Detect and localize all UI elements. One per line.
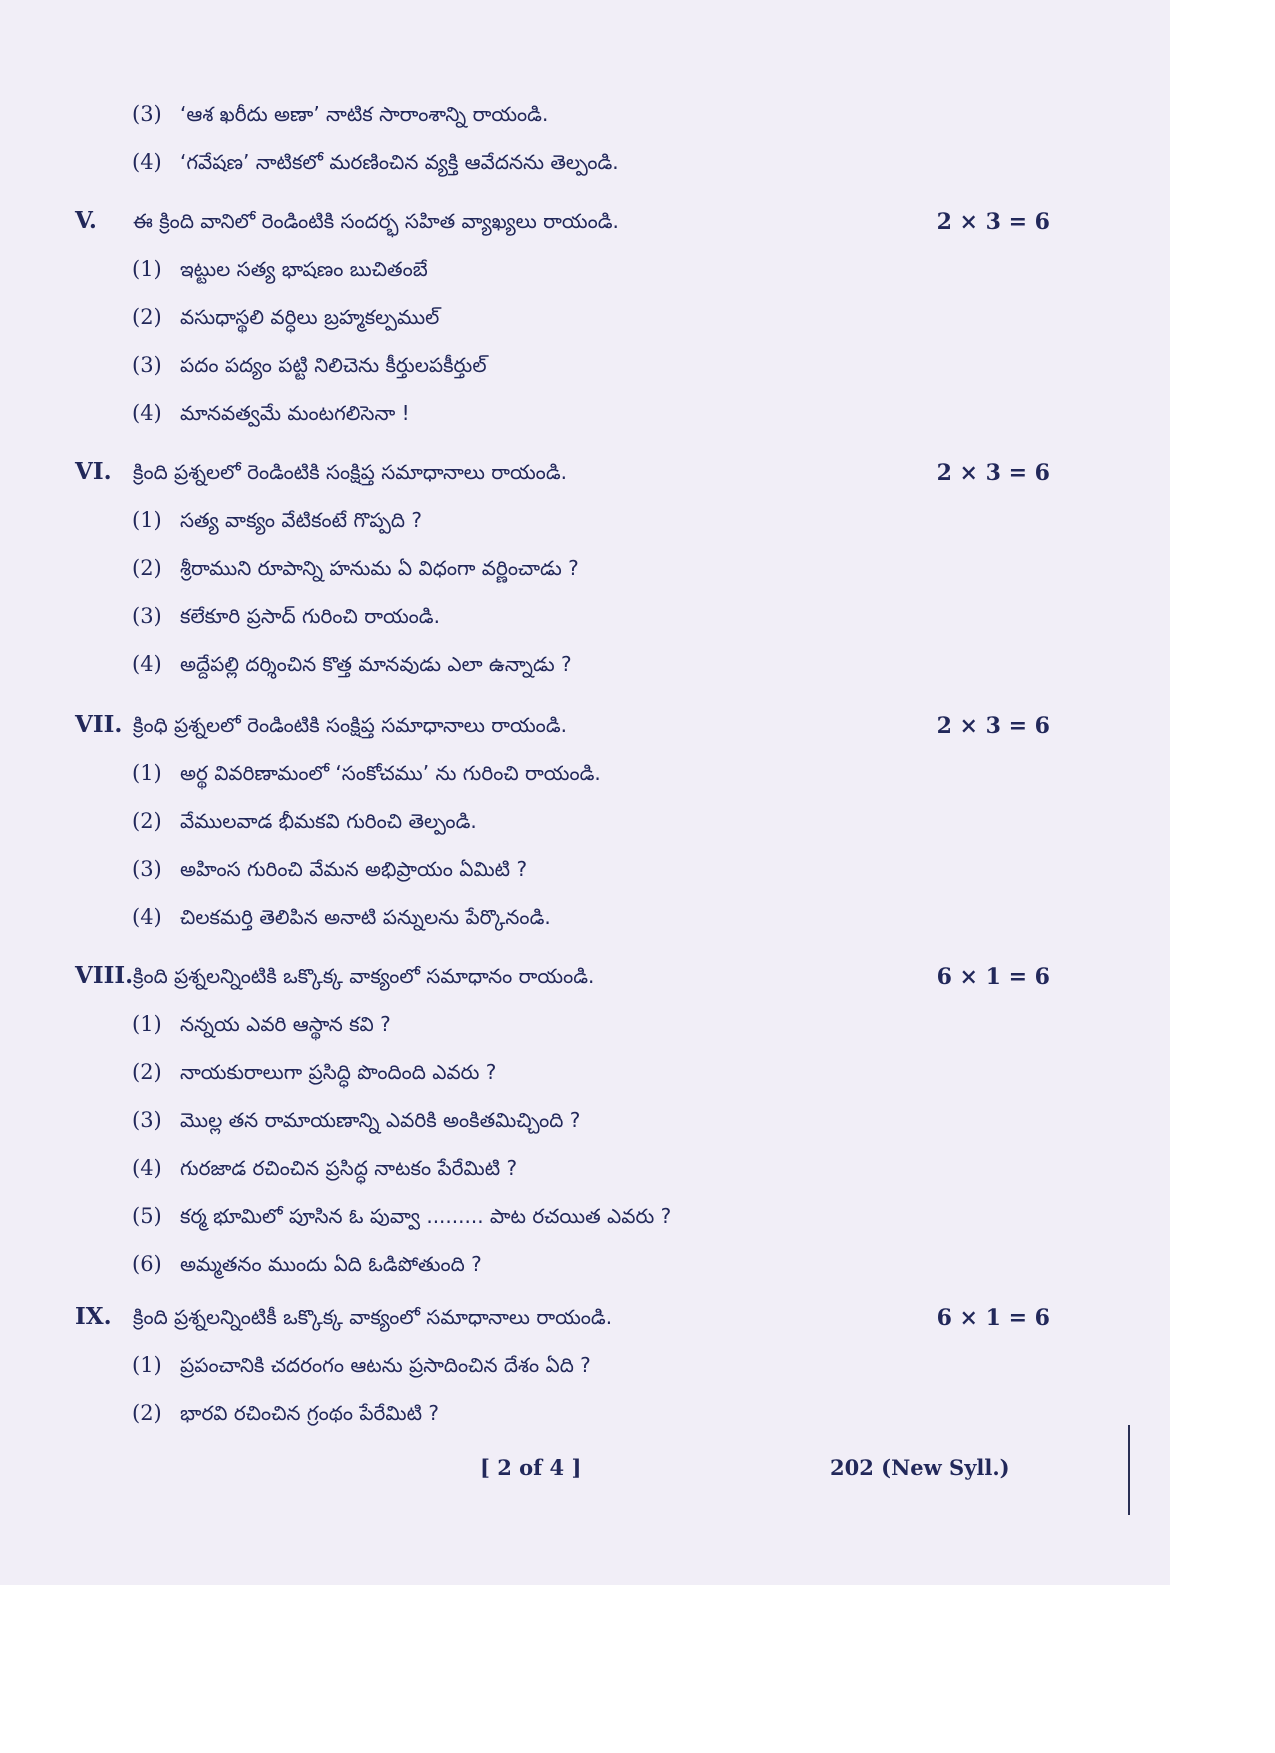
sub-question [132, 401, 410, 430]
sub-question-number: (1) [132, 761, 162, 785]
sub-question [132, 652, 572, 681]
question-marks: 2 × 3 = 6 [936, 209, 1050, 235]
sub-question-text: గురజాడ రచించిన ప్రసిద్ధ నాటకం పేరేమిటి ? [180, 1156, 518, 1180]
sub-question [132, 761, 601, 790]
sub-question-number: (2) [132, 556, 162, 580]
sub-question [132, 1401, 439, 1430]
sub-question [132, 353, 487, 382]
sub-question-number: (3) [132, 1108, 162, 1132]
question-number: VI. [75, 458, 112, 485]
paper-code: 202 (New Syll.) [830, 1455, 1010, 1480]
sub-question [132, 508, 422, 537]
question-number: V. [75, 207, 97, 234]
sub-question-text: అహింస గురించి వేమన అభిప్రాయం ఏమిటి ? [180, 857, 528, 881]
sub-question-text: శ్రీరాముని రూపాన్ని హనుమ ఏ విధంగా వర్ణించాడు ? [180, 556, 579, 580]
sub-question-text: అర్థ వివరిణామంలో ‘సంకోచము’ ను గురించి రాయండి. [180, 761, 601, 785]
question-heading [75, 711, 1050, 745]
sub-question-text: చిలకమర్తి తెలిపిన అనాటి పన్నులను పేర్కొనండి. [180, 905, 551, 929]
sub-question-text: ఇట్టుల సత్య భాషణం బుచితంబే [180, 257, 428, 281]
sub-question-number: (1) [132, 257, 162, 281]
sub-question-text: పదం పద్యం పట్టి నిలిచెను కీర్తులపకీర్తుల్ [180, 353, 487, 377]
sub-question-number: (2) [132, 1060, 162, 1084]
question-instruction: క్రింధి ప్రశ్నలలో రెండింటికి సంక్షిప్త సమాధానాలు రాయండి. [133, 713, 567, 737]
question-heading [75, 1303, 1050, 1337]
sub-question-number: (4) [132, 652, 162, 676]
sub-question-number: (4) [132, 905, 162, 929]
question-marks: 2 × 3 = 6 [936, 713, 1050, 739]
sub-question [132, 809, 477, 838]
question-instruction: క్రింది ప్రశ్నలలో రెండింటికి సంక్షిప్త సమాధానాలు రాయండి. [133, 460, 567, 484]
page-number: [ 2 of 4 ] [480, 1455, 582, 1480]
margin-mark [1128, 1425, 1130, 1515]
sub-question [132, 1060, 496, 1089]
sub-question-number: (2) [132, 1401, 162, 1425]
sub-question-number: (4) [132, 401, 162, 425]
sub-question [132, 857, 527, 886]
sub-question-text: మొల్ల తన రామాయణాన్ని ఎవరికి అంకితమిచ్చింది ? [180, 1108, 581, 1132]
sub-question-text: కలేకూరి ప్రసాద్ గురించి రాయండి. [180, 604, 440, 628]
question-number: IX. [75, 1303, 112, 1330]
sub-question-text: భారవి రచించిన గ్రంథం పేరేమిటి ? [180, 1401, 439, 1425]
sub-question-text: ‘గవేషణ’ నాటికలో మరణించిన వ్యక్తి ఆవేదనను తెల్పండి. [180, 150, 619, 174]
question-marks: 6 × 1 = 6 [936, 1305, 1050, 1331]
sub-question [132, 1252, 482, 1281]
sub-question-text: కర్మ భూమిలో పూసిన ఓ పువ్వా ......... పాట రచయిత ఎవరు ? [180, 1204, 672, 1228]
sub-question-number: (3) [132, 102, 162, 126]
sub-question-number: (5) [132, 1204, 162, 1228]
sub-question-text: అమ్మతనం ముందు ఏది ఓడిపోతుంది ? [180, 1252, 482, 1276]
sub-question-text: ప్రపంచానికి చదరంగం ఆటను ప్రసాదించిన దేశం ఏది ? [180, 1353, 591, 1377]
sub-question-number: (1) [132, 1012, 162, 1036]
sub-question [132, 1353, 591, 1382]
sub-question [132, 305, 439, 334]
question-marks: 6 × 1 = 6 [936, 964, 1050, 990]
sub-question-number: (4) [132, 1156, 162, 1180]
sub-question-text: నాయకురాలుగా ప్రసిద్ధి పొందింది ఎవరు ? [180, 1060, 497, 1084]
sub-question [132, 604, 440, 633]
sub-question-text: మానవత్వమే మంటగలిసెనా ! [180, 401, 410, 425]
sub-question [132, 556, 579, 585]
sub-question-text: నన్నయ ఎవరి ఆస్థాన కవి ? [180, 1012, 391, 1036]
sub-question [132, 1156, 517, 1185]
sub-question [132, 150, 619, 179]
question-heading [75, 962, 1050, 996]
sub-question [132, 1012, 391, 1041]
question-heading [75, 207, 1050, 241]
question-marks: 2 × 3 = 6 [936, 460, 1050, 486]
sub-question-number: (3) [132, 353, 162, 377]
sub-question-text: వేములవాడ భీమకవి గురించి తెల్పండి. [180, 809, 477, 833]
question-heading [75, 458, 1050, 492]
sub-question [132, 905, 551, 934]
sub-question-text: వసుధాస్థలి వర్ధిలు బ్రహ్మకల్పముల్ [180, 305, 440, 329]
sub-question-number: (1) [132, 1353, 162, 1377]
question-number: VII. [75, 711, 123, 738]
sub-question-number: (3) [132, 604, 162, 628]
sub-question-text: అద్దేపల్లి దర్శించిన కొత్త మానవుడు ఎలా ఉన్నాడు ? [180, 652, 572, 676]
sub-question-number: (6) [132, 1252, 162, 1276]
sub-question-number: (2) [132, 305, 162, 329]
sub-question [132, 1108, 580, 1137]
question-instruction: ఈ క్రింది వానిలో రెండింటికి సందర్భ సహిత వ్యాఖ్యలు రాయండి. [133, 209, 619, 233]
sub-question-number: (1) [132, 508, 162, 532]
sub-question-text: ‘ఆశ ఖరీదు అణా’ నాటిక సారాంశాన్ని రాయండి. [180, 102, 549, 126]
sub-question-number: (2) [132, 809, 162, 833]
sub-question-text: సత్య వాక్యం వేటికంటే గొప్పది ? [180, 508, 422, 532]
sub-question-number: (3) [132, 857, 162, 881]
sub-question [132, 257, 428, 286]
question-instruction: క్రింది ప్రశ్నలన్నింటికీ ఒక్కొక్క వాక్యంలో సమాధానాలు రాయండి. [133, 1305, 613, 1329]
sub-question [132, 1204, 671, 1233]
sub-question [132, 102, 548, 131]
question-instruction: క్రింది ప్రశ్నలన్నింటికి ఒక్కొక్క వాక్యంలో సమాధానం రాయండి. [133, 964, 595, 988]
sub-question-number: (4) [132, 150, 162, 174]
question-number: VIII. [75, 962, 134, 989]
